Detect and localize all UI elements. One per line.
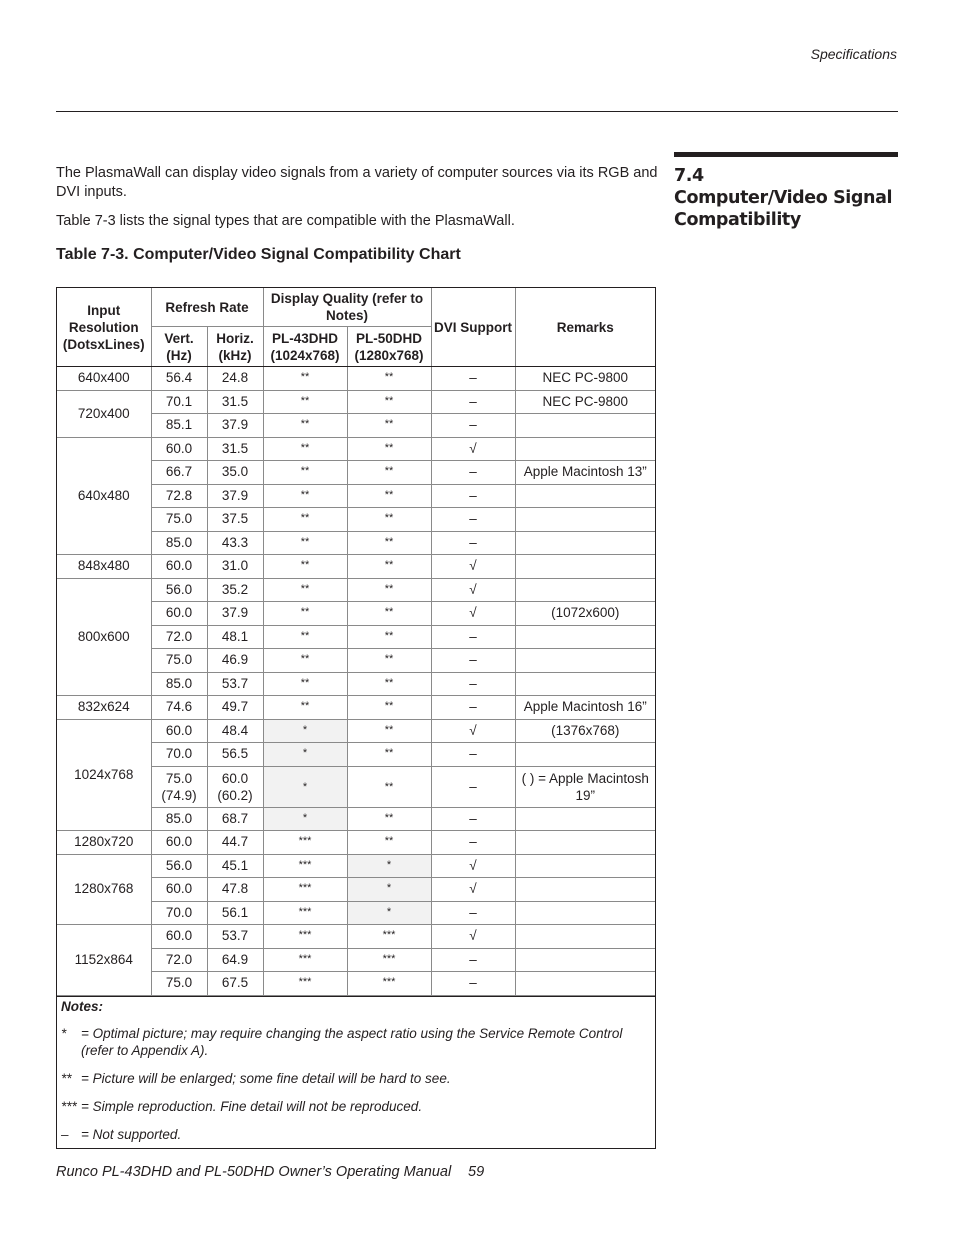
cell-pl50dhd: *** [347,925,431,949]
note-text: = Simple reproduction. Fine detail will not be reproduced. [81,1098,423,1114]
note-item [61,1070,651,1087]
header-refresh-rate: Refresh Rate [151,288,263,327]
cell-pl43dhd: ** [263,390,347,414]
cell-horiz: 47.8 [207,878,263,902]
cell-resolution: 848x480 [57,555,151,579]
cell-horiz: 37.9 [207,484,263,508]
cell-pl43dhd: ** [263,578,347,602]
cell-vert: 66.7 [151,461,207,485]
cell-pl50dhd: ** [347,696,431,720]
cell-horiz: 44.7 [207,831,263,855]
cell-dvi-support: – [431,672,515,696]
cell-resolution: 1280x720 [57,831,151,855]
table-row [57,696,655,720]
cell-pl43dhd: ** [263,696,347,720]
cell-horiz: 35.2 [207,578,263,602]
header-pl50dhd: PL-50DHD (1280x768) [347,327,431,367]
cell-resolution: 1152x864 [57,925,151,996]
cell-remarks [515,484,655,508]
table-row [57,854,655,878]
cell-remarks [515,854,655,878]
cell-pl43dhd: ** [263,508,347,532]
cell-dvi-support: √ [431,555,515,579]
cell-remarks [515,578,655,602]
cell-dvi-support: – [431,414,515,438]
note-symbol: * [61,1025,67,1041]
cell-horiz: 56.1 [207,901,263,925]
cell-vert: 85.0 [151,531,207,555]
cell-resolution: 640x400 [57,367,151,391]
cell-dvi-support: – [431,461,515,485]
cell-pl43dhd: * [263,807,347,831]
cell-pl50dhd: ** [347,578,431,602]
cell-remarks: (1376x768) [515,719,655,743]
cell-vert: 75.0 (74.9) [151,766,207,807]
header-horiz: Horiz. (kHz) [207,327,263,367]
cell-pl43dhd: *** [263,831,347,855]
cell-horiz: 31.0 [207,555,263,579]
footer-manual-title: Runco PL-43DHD and PL-50DHD Owner’s Operating Manual [56,1164,452,1180]
cell-pl43dhd: ** [263,625,347,649]
cell-vert: 75.0 [151,649,207,673]
table-row [57,578,655,602]
header-input-resolution: Input Resolution (DotsxLines) [57,288,151,367]
compatibility-table-frame [56,287,656,1149]
cell-pl50dhd: ** [347,719,431,743]
cell-pl43dhd: *** [263,925,347,949]
table-row [57,390,655,414]
cell-pl50dhd: ** [347,807,431,831]
cell-vert: 60.0 [151,831,207,855]
cell-dvi-support: – [431,766,515,807]
header-dvi-support: DVI Support [431,288,515,367]
cell-resolution: 800x600 [57,578,151,696]
cell-pl50dhd: ** [347,390,431,414]
page-number: 59 [468,1164,485,1180]
note-text: = Optimal picture; may require changing the aspect ratio using the Service Remote Control (refer to Appendix A). [81,1025,623,1058]
cell-dvi-support: – [431,531,515,555]
cell-vert: 60.0 [151,437,207,461]
cell-pl50dhd: ** [347,625,431,649]
cell-horiz: 43.3 [207,531,263,555]
cell-pl50dhd: ** [347,508,431,532]
cell-vert: 60.0 [151,925,207,949]
cell-dvi-support: – [431,901,515,925]
cell-remarks [515,831,655,855]
header-remarks: Remarks [515,288,655,367]
cell-horiz: 37.5 [207,508,263,532]
cell-vert: 70.1 [151,390,207,414]
cell-resolution: 832x624 [57,696,151,720]
cell-pl43dhd: ** [263,531,347,555]
cell-pl50dhd: ** [347,672,431,696]
header-pl43dhd: PL-43DHD (1024x768) [263,327,347,367]
cell-remarks: ( ) = Apple Macintosh 19” [515,766,655,807]
notes-list [61,1025,651,1143]
cell-pl50dhd: ** [347,461,431,485]
cell-dvi-support: √ [431,602,515,626]
cell-dvi-support: – [431,484,515,508]
cell-dvi-support: √ [431,578,515,602]
cell-pl43dhd: * [263,719,347,743]
cell-pl50dhd: * [347,878,431,902]
cell-vert: 56.0 [151,578,207,602]
cell-horiz: 60.0 (60.2) [207,766,263,807]
cell-vert: 60.0 [151,878,207,902]
cell-remarks [515,508,655,532]
table-row [57,831,655,855]
cell-pl43dhd: ** [263,555,347,579]
note-text: = Not supported. [81,1126,182,1142]
cell-dvi-support: – [431,696,515,720]
intro-paragraph: The PlasmaWall can display video signals from a variety of computer sources via its RGB and DVI inputs. [56,165,658,200]
cell-remarks [515,901,655,925]
cell-horiz: 37.9 [207,414,263,438]
cell-horiz: 24.8 [207,367,263,391]
cell-vert: 56.0 [151,854,207,878]
cell-remarks [515,649,655,673]
cell-remarks [515,925,655,949]
cell-vert: 72.0 [151,948,207,972]
cell-horiz: 49.7 [207,696,263,720]
cell-remarks [515,972,655,996]
cell-pl43dhd: ** [263,484,347,508]
section-title: Computer/Video Signal Compatibility [674,188,893,230]
cell-remarks [515,414,655,438]
cell-dvi-support: – [431,807,515,831]
cell-horiz: 53.7 [207,925,263,949]
notes-section [57,996,655,1148]
notes-title: Notes: [61,998,104,1014]
note-symbol: ** [61,1070,72,1086]
cell-remarks [515,948,655,972]
cell-remarks: NEC PC-9800 [515,390,655,414]
note-item [61,1126,651,1143]
running-head: Specifications [810,46,897,62]
cell-dvi-support: – [431,649,515,673]
cell-pl50dhd: ** [347,414,431,438]
note-item [61,1098,651,1115]
cell-dvi-support: √ [431,437,515,461]
cell-horiz: 31.5 [207,437,263,461]
section-heading [674,152,898,231]
cell-remarks [515,672,655,696]
cell-pl43dhd: * [263,743,347,767]
table-row [57,719,655,743]
header-display-quality: Display Quality (refer to Notes) [263,288,431,327]
cell-pl50dhd: ** [347,831,431,855]
cell-horiz: 45.1 [207,854,263,878]
cell-resolution: 640x480 [57,437,151,555]
cell-remarks [515,555,655,579]
cell-horiz: 37.9 [207,602,263,626]
cell-vert: 60.0 [151,719,207,743]
note-item [61,1025,651,1059]
cell-dvi-support: √ [431,925,515,949]
header-vert: Vert. (Hz) [151,327,207,367]
cell-vert: 75.0 [151,508,207,532]
cell-dvi-support: √ [431,854,515,878]
cell-pl50dhd: ** [347,484,431,508]
cell-vert: 85.1 [151,414,207,438]
cell-pl43dhd: *** [263,878,347,902]
cell-pl43dhd: ** [263,461,347,485]
cell-pl43dhd: *** [263,854,347,878]
cell-pl43dhd: ** [263,672,347,696]
cell-horiz: 68.7 [207,807,263,831]
table-row [57,437,655,461]
cell-dvi-support: √ [431,878,515,902]
intro-paragraph: Table 7-3 lists the signal types that are compatible with the PlasmaWall. [56,213,515,229]
cell-horiz: 35.0 [207,461,263,485]
cell-remarks: Apple Macintosh 16” [515,696,655,720]
cell-vert: 56.4 [151,367,207,391]
cell-vert: 60.0 [151,555,207,579]
cell-dvi-support: – [431,972,515,996]
cell-horiz: 48.1 [207,625,263,649]
table-row [57,555,655,579]
header-rule [56,111,898,112]
cell-pl50dhd: ** [347,437,431,461]
cell-resolution: 1024x768 [57,719,151,831]
cell-pl43dhd: *** [263,948,347,972]
cell-remarks: Apple Macintosh 13” [515,461,655,485]
cell-pl50dhd: * [347,901,431,925]
table-body [57,367,655,996]
cell-remarks [515,878,655,902]
cell-horiz: 48.4 [207,719,263,743]
cell-resolution: 720x400 [57,390,151,437]
cell-horiz: 46.9 [207,649,263,673]
cell-vert: 74.6 [151,696,207,720]
cell-pl50dhd: ** [347,649,431,673]
cell-pl50dhd: ** [347,367,431,391]
cell-pl50dhd: ** [347,602,431,626]
cell-pl43dhd: * [263,766,347,807]
cell-horiz: 53.7 [207,672,263,696]
cell-vert: 70.0 [151,743,207,767]
cell-pl43dhd: ** [263,437,347,461]
cell-vert: 72.0 [151,625,207,649]
note-symbol: *** [61,1098,77,1114]
cell-pl43dhd: ** [263,602,347,626]
cell-remarks [515,743,655,767]
cell-vert: 72.8 [151,484,207,508]
cell-remarks [515,625,655,649]
cell-dvi-support: – [431,743,515,767]
note-text: = Picture will be enlarged; some fine detail will be hard to see. [81,1070,451,1086]
section-number: 7.4 [674,166,704,186]
cell-dvi-support: – [431,831,515,855]
table-row [57,367,655,391]
cell-dvi-support: – [431,508,515,532]
cell-dvi-support: – [431,390,515,414]
cell-pl43dhd: ** [263,414,347,438]
cell-dvi-support: √ [431,719,515,743]
table-caption: Table 7-3. Computer/Video Signal Compatibility Chart [56,246,461,263]
cell-pl43dhd: ** [263,649,347,673]
cell-horiz: 31.5 [207,390,263,414]
cell-vert: 85.0 [151,807,207,831]
cell-horiz: 67.5 [207,972,263,996]
section-rule [674,152,898,157]
cell-remarks [515,437,655,461]
cell-pl50dhd: *** [347,972,431,996]
cell-vert: 70.0 [151,901,207,925]
cell-pl43dhd: ** [263,367,347,391]
cell-pl50dhd: ** [347,555,431,579]
cell-vert: 75.0 [151,972,207,996]
cell-pl43dhd: *** [263,972,347,996]
cell-vert: 85.0 [151,672,207,696]
cell-dvi-support: – [431,948,515,972]
cell-remarks: (1072x600) [515,602,655,626]
cell-pl50dhd: ** [347,531,431,555]
cell-pl50dhd: ** [347,743,431,767]
cell-dvi-support: – [431,625,515,649]
table-row [57,925,655,949]
cell-vert: 60.0 [151,602,207,626]
cell-pl50dhd: ** [347,766,431,807]
cell-pl50dhd: *** [347,948,431,972]
cell-dvi-support: – [431,367,515,391]
cell-horiz: 64.9 [207,948,263,972]
cell-remarks: NEC PC-9800 [515,367,655,391]
note-symbol: – [61,1126,69,1142]
cell-remarks [515,531,655,555]
cell-horiz: 56.5 [207,743,263,767]
cell-pl43dhd: *** [263,901,347,925]
cell-remarks [515,807,655,831]
cell-pl50dhd: * [347,854,431,878]
compatibility-table [57,288,655,996]
cell-resolution: 1280x768 [57,854,151,925]
